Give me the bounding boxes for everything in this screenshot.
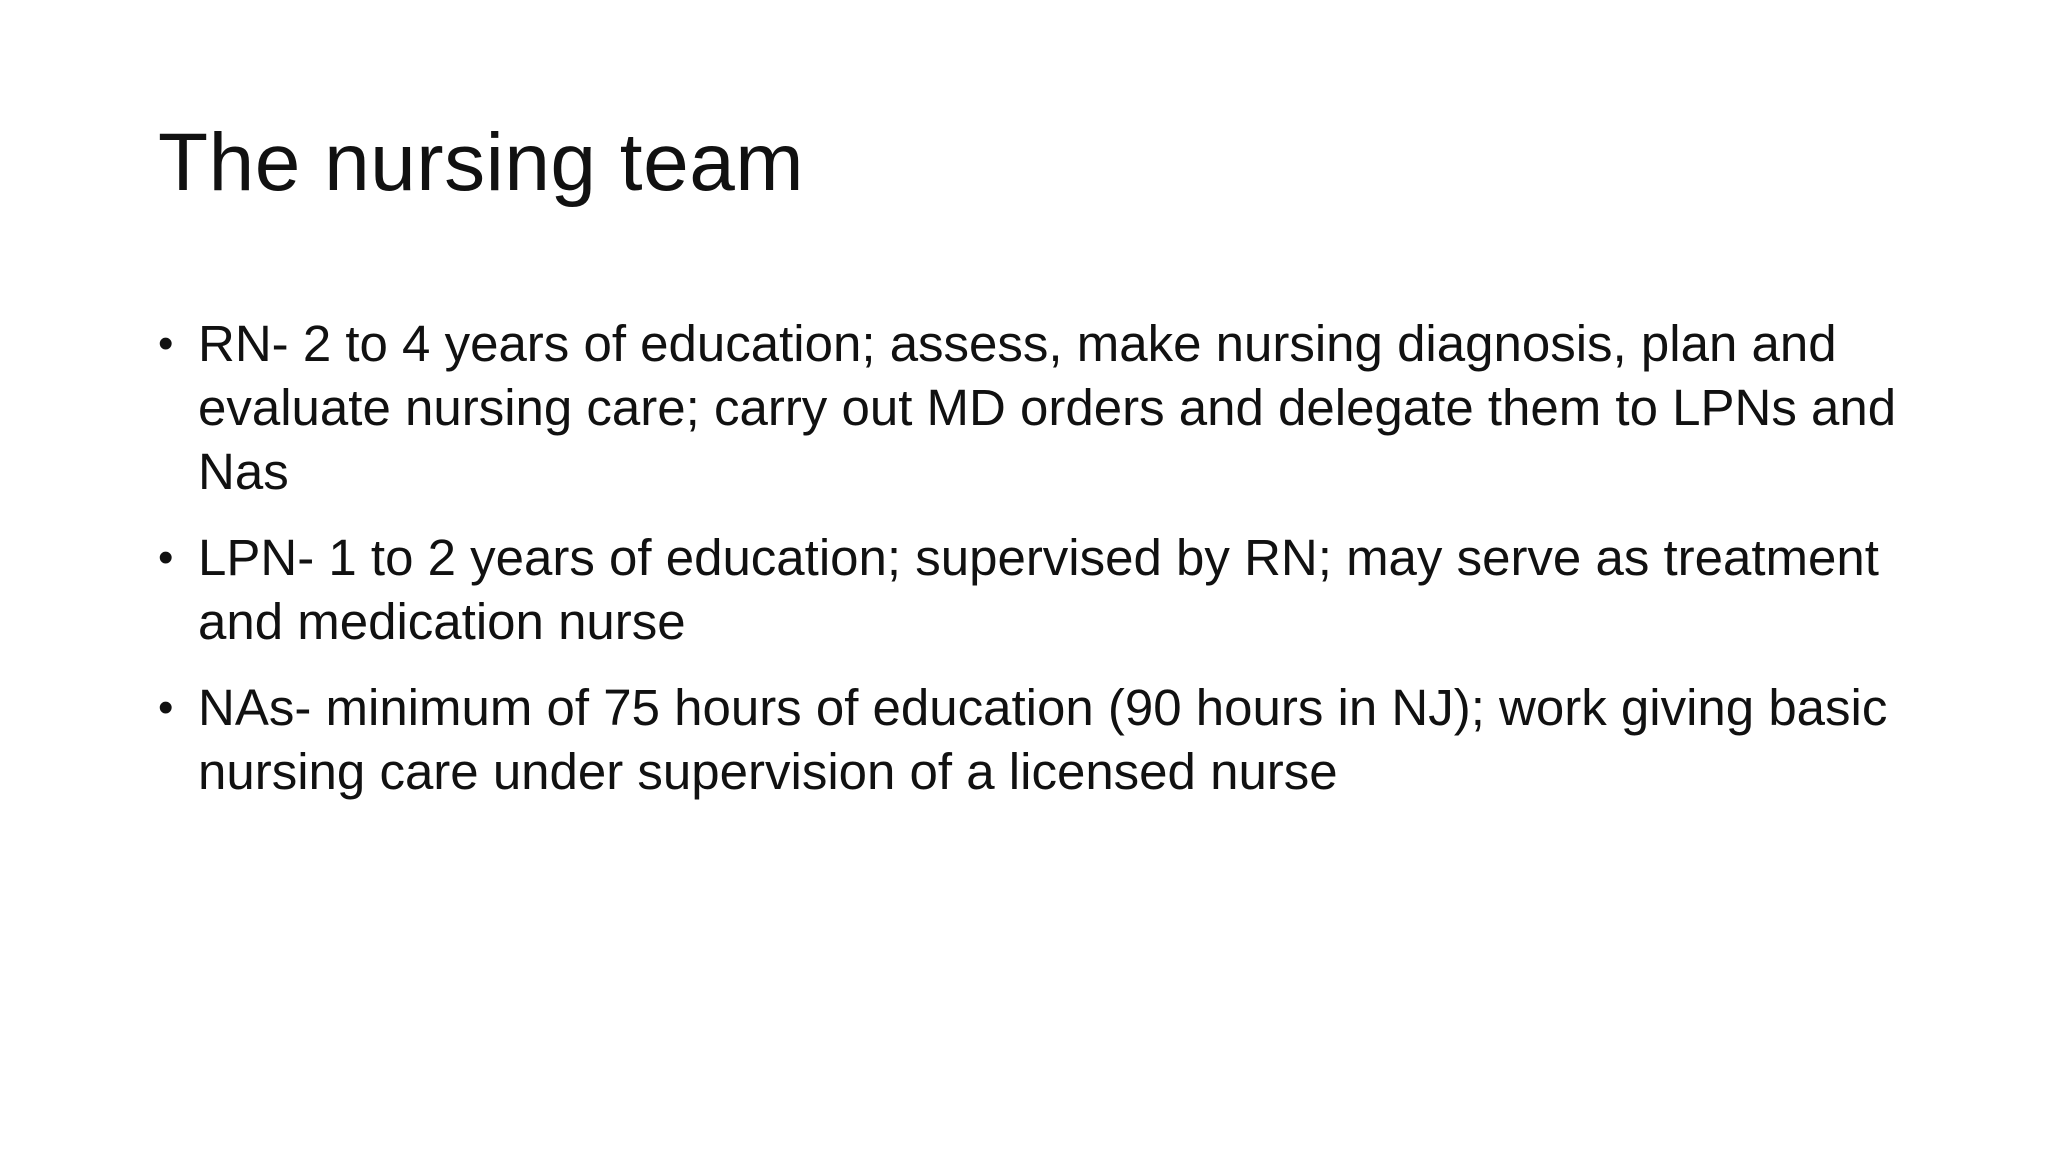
bullet-item-lpn xyxy=(158,526,1918,654)
bullet-marker: • xyxy=(158,533,174,582)
bullet-item-na xyxy=(158,676,1918,804)
slide-title: The nursing team xyxy=(158,117,805,208)
bullet-list xyxy=(158,312,1918,826)
bullet-text: RN- 2 to 4 years of education; assess, make nursing diagnosis, plan and evaluate nursing care; carry out MD orders and delegate them to LPNs and Nas xyxy=(198,315,1897,500)
bullet-marker: • xyxy=(158,319,174,368)
bullet-text: LPN- 1 to 2 years of education; supervised by RN; may serve as treatment and medication nurse xyxy=(198,529,1879,650)
bullet-text: NAs- minimum of 75 hours of education (90 hours in NJ); work giving basic nursing care under supervision of a licensed nurse xyxy=(198,679,1888,800)
bullet-item-rn xyxy=(158,312,1918,504)
bullet-marker: • xyxy=(158,683,174,732)
